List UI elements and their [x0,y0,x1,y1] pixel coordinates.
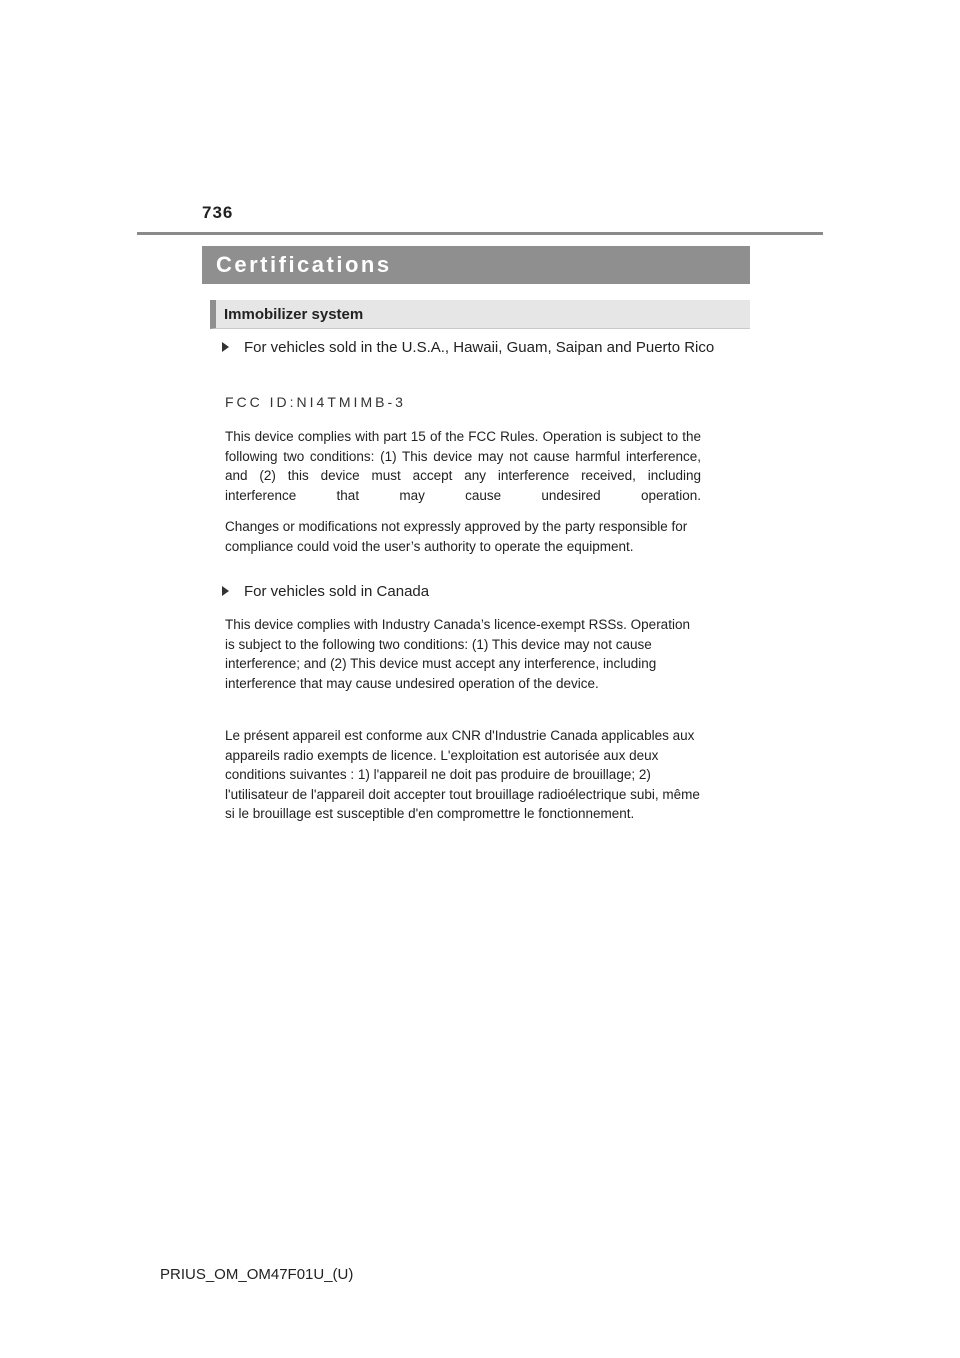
bullet-usa [222,337,746,358]
footer-document-code: PRIUS_OM_OM47F01U_(U) [160,1266,354,1283]
bullet-canada-text: For vehicles sold in Canada [244,583,430,600]
fcc-compliance-paragraph: This device complies with part 15 of the FCC Rules. Operation is subject to the following two conditions: (1) This device may not cause harmful interference, and (2) this device must accept any interference received, including interference that may cause undesired operation. [225,429,701,503]
subsection-title: Immobilizer system [224,306,364,323]
changes-paragraph: Changes or modifications not expressly approved by the party responsible for compliance could void the user’s authority to operate the equipment. [225,519,688,554]
subsection-header [210,300,750,329]
canada-english-paragraph: This device complies with Industry Canada’s licence-exempt RSSs. Operation is subject to the following two conditions: (1) This device may not cause interference; and (2) This device must accept any interference, including interference that may cause undesired operation of the device. [225,617,690,691]
fcc-id: FCC ID:NI4TMIMB-3 [225,394,406,410]
page-number: 736 [202,203,234,222]
arrow-right-icon [222,342,229,352]
canada-french-paragraph: Le présent appareil est conforme aux CNR d'Industrie Canada applicables aux appareils radio exempts de licence. L'exploitation est autorisée aux deux conditions suivantes : 1) l'appareil ne doit pas produire de brouillage; 2) l'utilisateur de l'appareil doit accepter tout brouillage radioélectrique subi, même si le brouillage est susceptible d'en compromettre le fonctionnement. [225,728,700,821]
bullet-canada [222,581,746,602]
arrow-right-icon [222,586,229,596]
section-header [202,246,750,284]
header-rule [137,232,823,235]
bullet-usa-text: For vehicles sold in the U.S.A., Hawaii, Guam, Saipan and Puerto Rico [244,339,715,356]
section-title: Certifications [216,252,392,277]
